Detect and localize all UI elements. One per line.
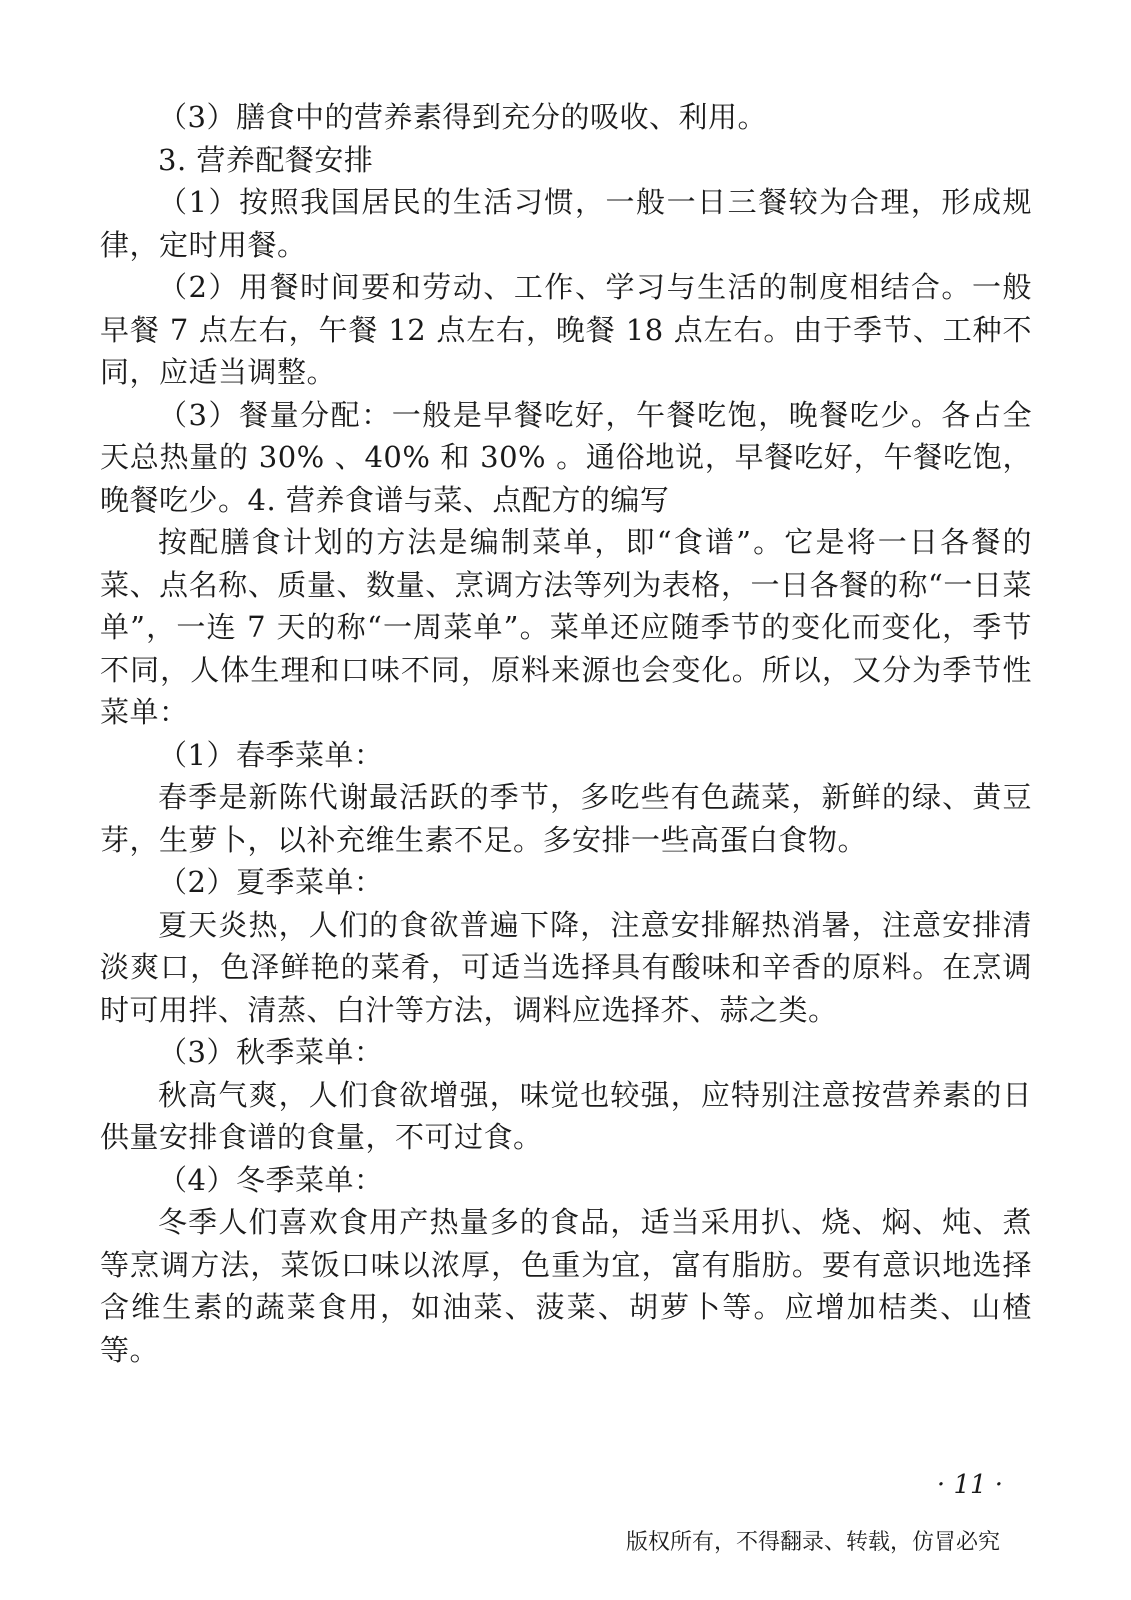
paragraph-1: （3）膳食中的营养素得到充分的吸收、利用。 — [158, 100, 767, 134]
paragraph-6: 按配膳食计划的方法是编制菜单，即“食谱”。它是将一日各餐的菜、点名称、质量、数量、烹调方法等列为表格，一日各餐的称“一日菜单”，一连 7 天的称“一周菜单”。菜单还应随季节的变化而变化，季节不同，人体生理和口味不同，原料来源也会变化。所以，又分为季节性菜单： — [100, 525, 1032, 729]
paragraph-4: （2）用餐时间要和劳动、工作、学习与生活的制度相结合。一般早餐 7 点左右，午餐 12 点左右，晚餐 18 点左右。由于季节、工种不同，应适当调整。 — [100, 270, 1032, 389]
copyright-notice: 版权所有，不得翻录、转载，仿冒必究 — [625, 1530, 1000, 1555]
paragraph-3: （1）按照我国居民的生活习惯，一般一日三餐较为合理，形成规律，定时用餐。 — [100, 185, 1032, 262]
paragraph-winter: 冬季人们喜欢食用产热量多的食品，适当采用扒、烧、焖、炖、煮等烹调方法，菜饭口味以浓厚，色重为宜，富有脂肪。要有意识地选择含维生素的蔬菜食用，如油菜、菠菜、胡萝卜等。应增加桔类、山楂等。 — [100, 1205, 1032, 1367]
paragraph-spring: 春季是新陈代谢最活跃的季节，多吃些有色蔬菜，新鲜的绿、黄豆芽，生萝卜，以补充维生素不足。多安排一些高蛋白食物。 — [100, 780, 1032, 857]
page-number: · 11 · — [936, 1470, 1004, 1500]
heading-spring-menu: （1）春季菜单： — [158, 737, 384, 772]
heading-autumn-menu: （3）秋季菜单： — [158, 1035, 384, 1069]
paragraph-summer: 夏天炎热，人们的食欲普遍下降，注意安排解热消暑，注意安排清淡爽口，色泽鲜艳的菜肴，可适当选择具有酸味和辛香的原料。在烹调时可用拌、清蒸、白汁等方法，调料应选择芥、蒜之类。 — [100, 907, 1032, 1027]
paragraph-5: （3）餐量分配：一般是早餐吃好，午餐吃饱，晚餐吃少。各占全天总热量的 30% 、40% 和 30% 。通俗地说，早餐吃好，午餐吃饱，晚餐吃少。4. 营养食谱与菜、点配方的编写 — [100, 397, 1032, 517]
page-body — [100, 96, 1032, 1371]
paragraph-autumn: 秋高气爽，人们食欲增强，味觉也较强，应特别注意按营养素的日供量安排食谱的食量，不可过食。 — [100, 1077, 1032, 1154]
heading-summer-menu: （2）夏季菜单： — [158, 865, 384, 899]
section-heading-3: 3. 营养配餐安排 — [158, 142, 374, 177]
heading-winter-menu: （4）冬季菜单： — [158, 1162, 384, 1197]
